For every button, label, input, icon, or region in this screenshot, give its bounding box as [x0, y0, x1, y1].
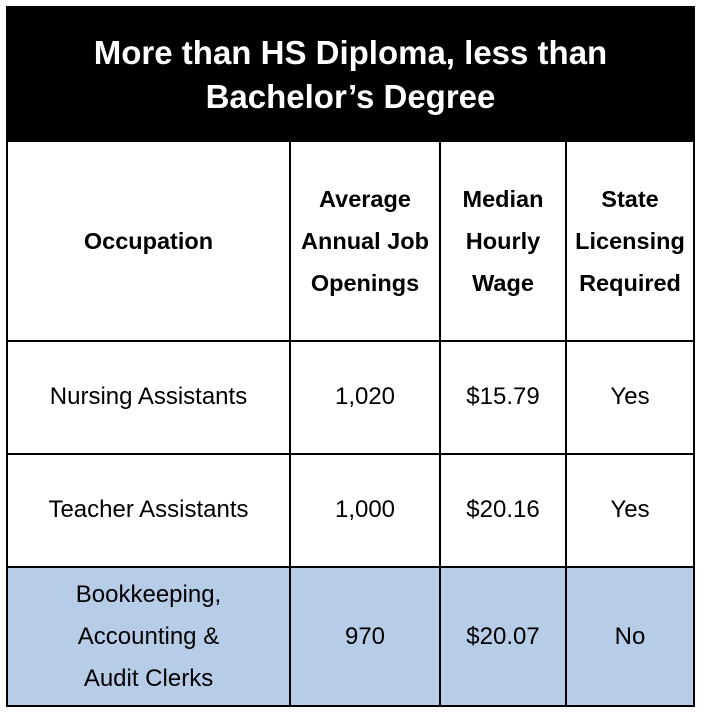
cell-state-licensing: Yes: [610, 496, 650, 524]
header-median-wage: Median Hourly Wage: [441, 142, 567, 340]
header-occupation: Occupation: [8, 142, 291, 340]
cell-occupation: Teacher Assistants: [8, 455, 291, 566]
occupation-table: [6, 6, 695, 707]
cell-median-wage: $15.79: [441, 342, 567, 453]
cell-occupation: Nursing Assistants: [8, 342, 291, 453]
table-row: [8, 455, 693, 568]
table-row: [8, 342, 693, 455]
table-title-bar: [8, 8, 693, 142]
cell-job-openings: 1,020: [291, 342, 441, 453]
table-header-row: [8, 142, 693, 342]
cell-median-wage: $20.07: [441, 568, 567, 705]
cell-median-wage: $20.16: [441, 455, 567, 566]
header-state-licensing: State Licensing Required: [575, 185, 685, 297]
cell-state-licensing: Yes: [610, 383, 650, 411]
cell-state-licensing: No: [614, 622, 646, 650]
table-title: More than HS Diploma, less than Bachelor’s Degree: [93, 33, 608, 115]
header-job-openings: Average Annual Job Openings: [291, 142, 441, 340]
cell-job-openings: 970: [291, 568, 441, 705]
cell-job-openings: 1,000: [291, 455, 441, 566]
cell-occupation: Bookkeeping, Accounting & Audit Clerks: [8, 568, 291, 705]
table-row-highlighted: [8, 568, 693, 705]
